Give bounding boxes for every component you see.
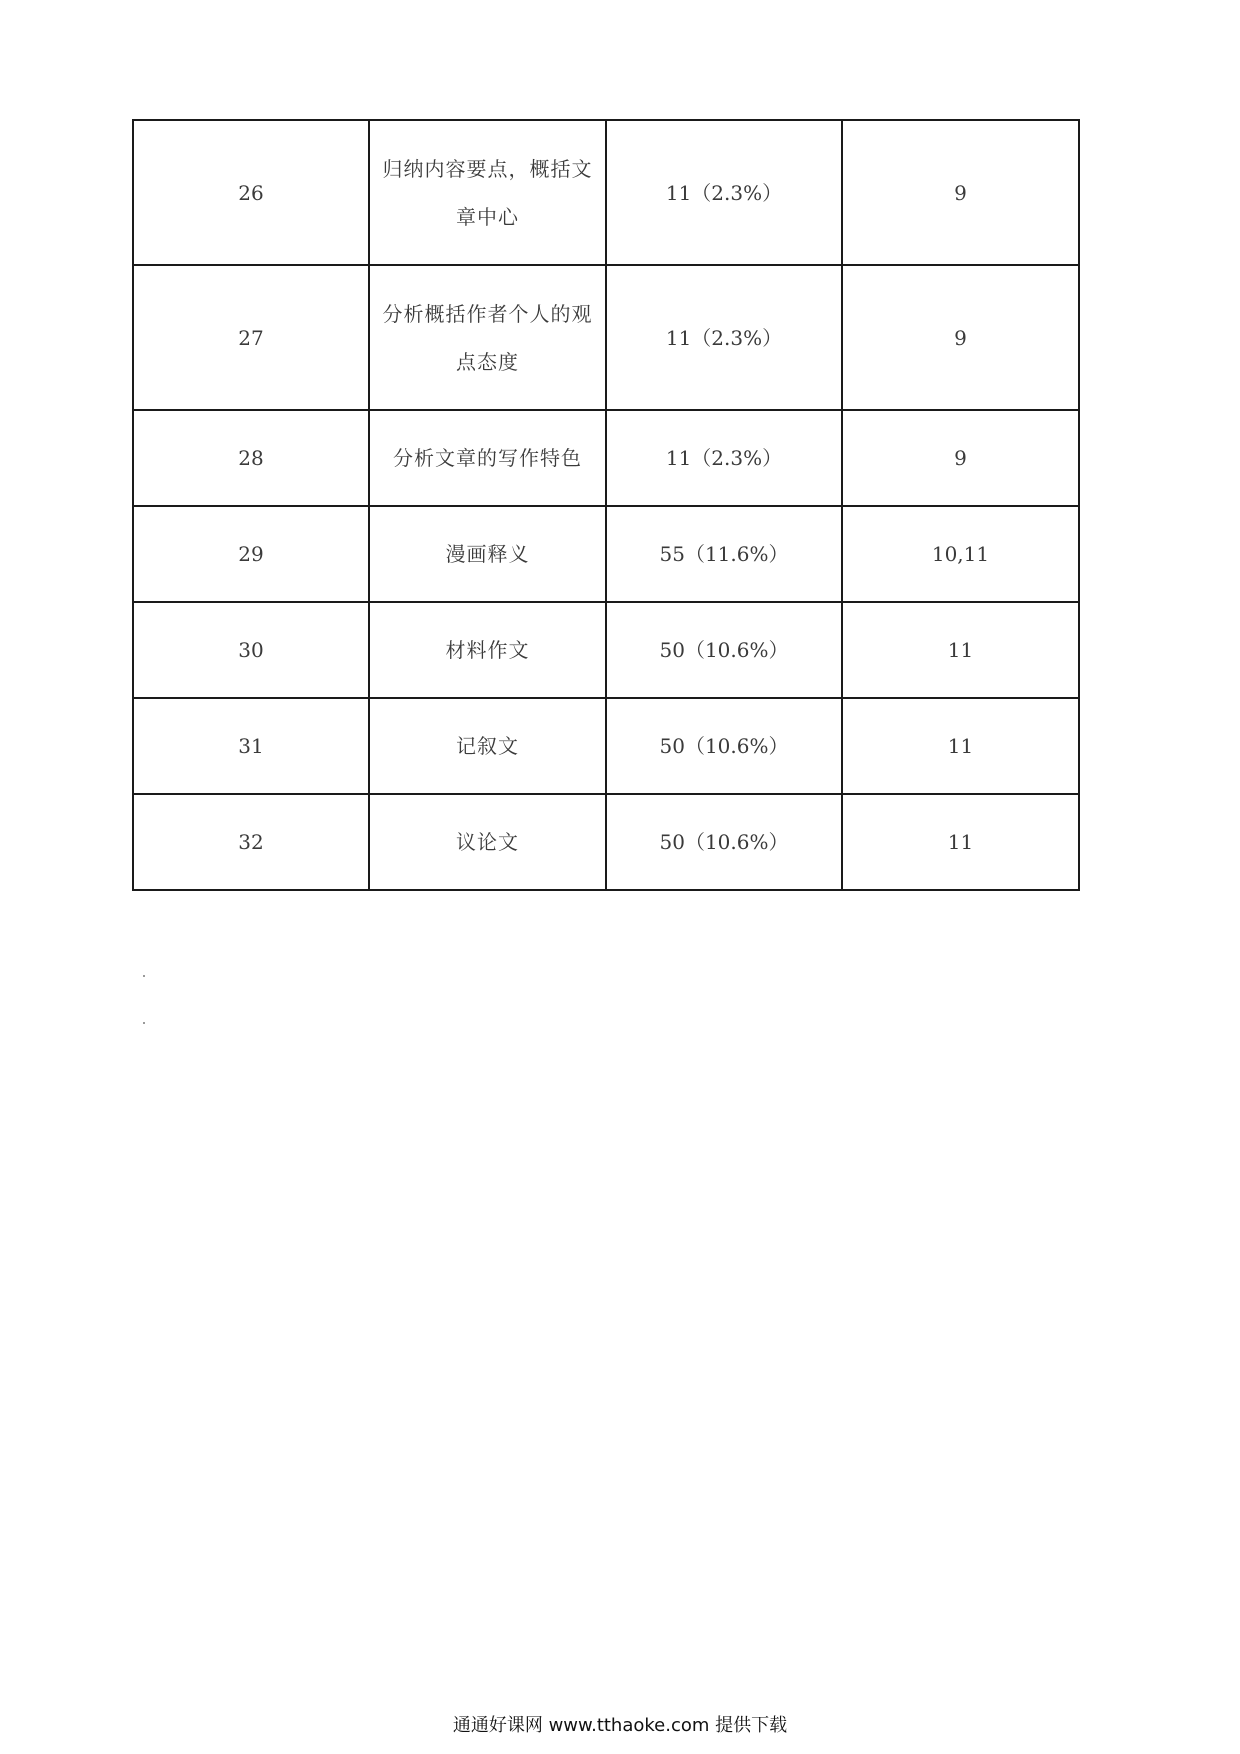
row-number-cell: 29 — [133, 506, 369, 602]
row-number-cell: 27 — [133, 265, 369, 410]
empty-paragraph-mark — [143, 1022, 145, 1024]
score-cell: 11（2.3%） — [606, 265, 842, 410]
knowledge-item-cell: 分析概括作者个人的观点态度 — [369, 265, 606, 410]
question-number-cell: 9 — [842, 120, 1079, 265]
table-row — [133, 698, 1079, 794]
row-number-cell: 30 — [133, 602, 369, 698]
row-number-cell: 31 — [133, 698, 369, 794]
question-number-cell: 9 — [842, 265, 1079, 410]
score-cell: 50（10.6%） — [606, 602, 842, 698]
table-row — [133, 265, 1079, 410]
knowledge-item-cell: 分析文章的写作特色 — [369, 410, 606, 506]
table-row — [133, 410, 1079, 506]
question-number-cell: 11 — [842, 794, 1079, 890]
row-number-cell: 26 — [133, 120, 369, 265]
exam-spec-table — [132, 119, 1080, 891]
question-number-cell: 10,11 — [842, 506, 1079, 602]
knowledge-item-cell: 归纳内容要点，概括文章中心 — [369, 120, 606, 265]
knowledge-item-cell: 记叙文 — [369, 698, 606, 794]
question-number-cell: 11 — [842, 602, 1079, 698]
score-cell: 11（2.3%） — [606, 120, 842, 265]
row-number-cell: 28 — [133, 410, 369, 506]
table-row — [133, 602, 1079, 698]
row-number-cell: 32 — [133, 794, 369, 890]
score-cell: 50（10.6%） — [606, 794, 842, 890]
page-footer: 通通好课网 www.tthaoke.com 提供下载 — [452, 1715, 788, 1736]
table-row — [133, 794, 1079, 890]
knowledge-item-cell: 材料作文 — [369, 602, 606, 698]
table-row — [133, 120, 1079, 265]
table-row — [133, 506, 1079, 602]
empty-paragraph-mark — [143, 975, 145, 977]
knowledge-item-cell: 议论文 — [369, 794, 606, 890]
score-cell: 11（2.3%） — [606, 410, 842, 506]
question-number-cell: 11 — [842, 698, 1079, 794]
knowledge-item-cell: 漫画释义 — [369, 506, 606, 602]
question-number-cell: 9 — [842, 410, 1079, 506]
score-cell: 50（10.6%） — [606, 698, 842, 794]
score-cell: 55（11.6%） — [606, 506, 842, 602]
